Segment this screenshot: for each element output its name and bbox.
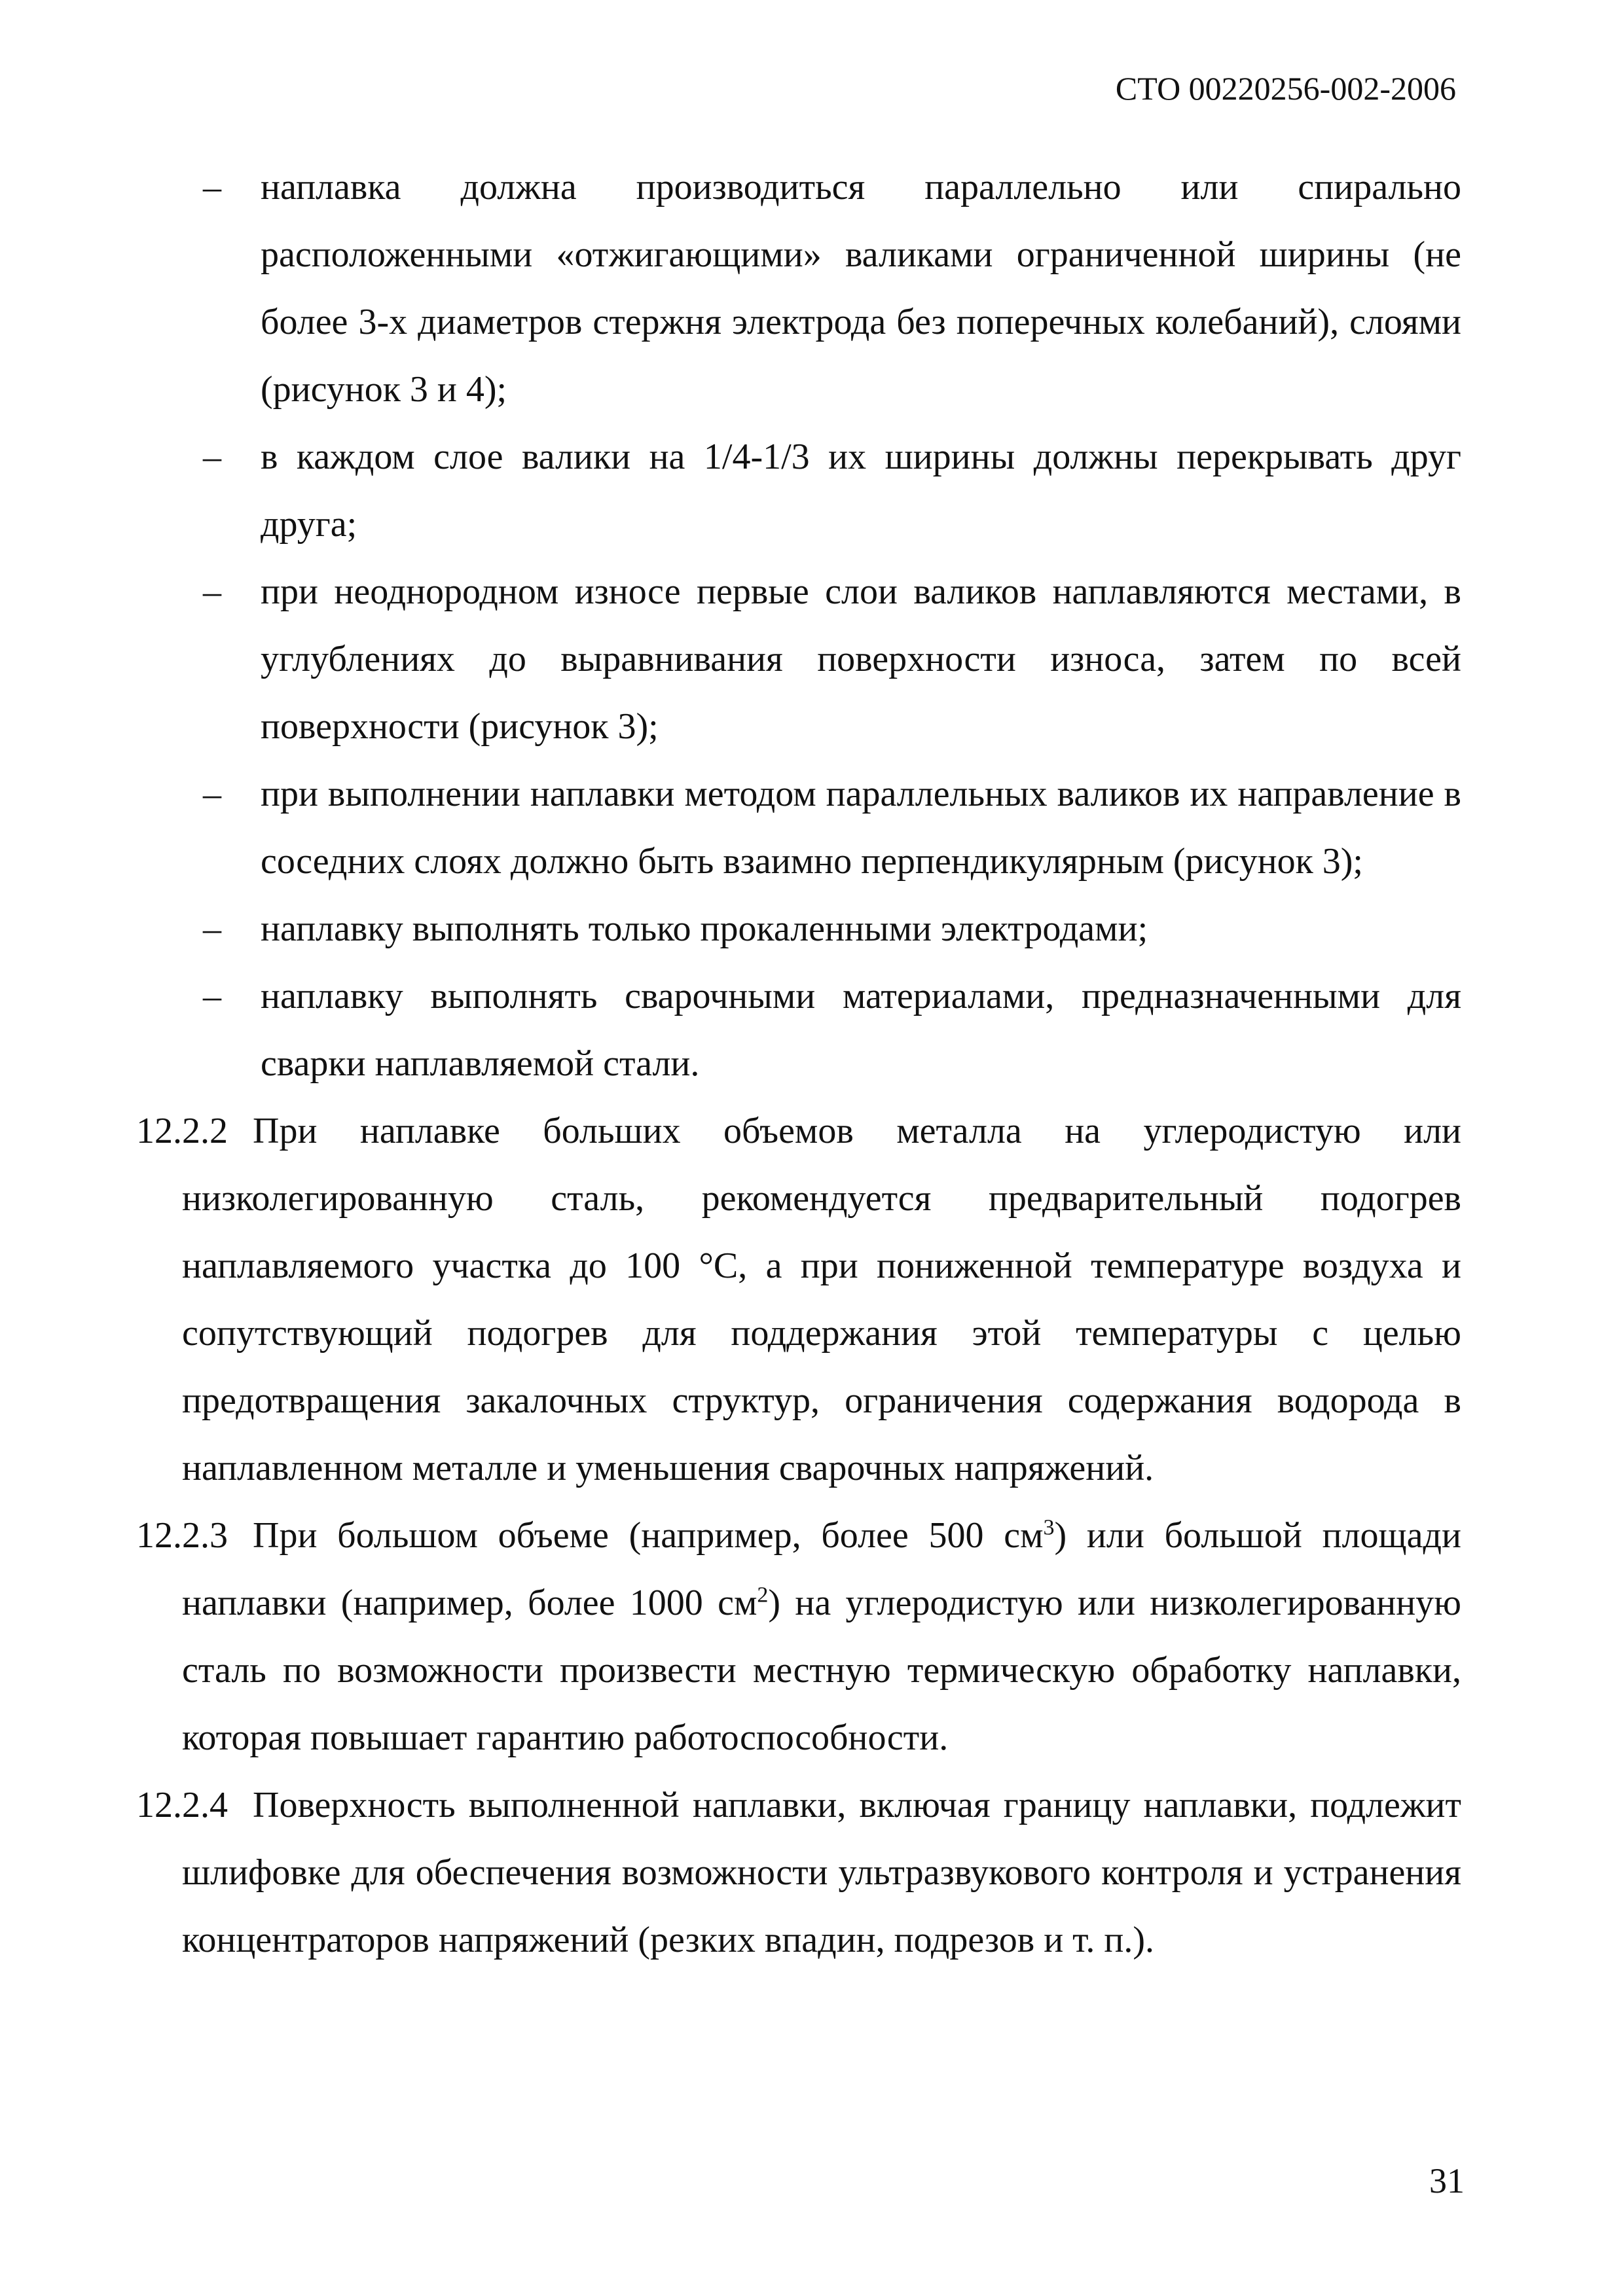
bullet-dash: –	[203, 437, 221, 477]
bullet-text: наплавку выполнять только прокаленными электродами;	[261, 908, 1148, 949]
superscript: 3	[1043, 1515, 1055, 1540]
bullet-dash: –	[203, 571, 221, 612]
list-item	[203, 895, 1461, 963]
bullet-text: при неоднородном износе первые слои валиков наплавляются местами, в углублениях до выравнивания поверхности износа, затем по всей поверхности (рисунок 3);	[261, 571, 1461, 747]
clause-text-part: ) или большой площади наплавки (например, более 1000 см	[182, 1515, 1461, 1623]
list-item	[203, 761, 1461, 895]
list-item	[203, 423, 1461, 558]
bullet-text: наплавка должна производиться параллельно или спирально расположенными «отжигающими» валиками ограниченной ширины (не более 3-х диаметров стержня электрода без поперечных колебаний), слоями (рисунок 3 и 4);	[261, 167, 1461, 410]
list-item	[203, 154, 1461, 423]
clause-12-2-3	[136, 1502, 1462, 1772]
superscript: 2	[757, 1583, 769, 1607]
document-code: СТО 00220256-002-2006	[1115, 70, 1456, 107]
clause-text: При наплавке больших объемов металла на углеродистую или низколегированную сталь, рекомендуется предварительный подогрев наплавляемого участка до 100 °С, а при пониженной температуре воздуха и сопутствующий подогрев для поддержания этой температуры с целью предотвращения закалочных структур, ограничения содержания водорода в наплавленном металле и уменьшения сварочных напряжений.	[182, 1111, 1461, 1488]
clause-number: 12.2.4	[136, 1785, 228, 1825]
clause-text-part: При большом объеме (например, более 500 см	[253, 1515, 1044, 1556]
bullet-dash: –	[203, 976, 221, 1016]
clause-text: Поверхность выполненной наплавки, включая границу наплавки, подлежит шлифовке для обеспечения возможности ультразвукового контроля и устранения концентраторов напряжений (резких впадин, подрезов и т. п.).	[182, 1785, 1461, 1960]
clause-12-2-2	[136, 1098, 1461, 1502]
list-item	[203, 963, 1461, 1098]
page-body	[0, 154, 1623, 1974]
bullet-dash: –	[203, 908, 221, 949]
clause-number: 12.2.2	[136, 1111, 228, 1151]
bullet-text: при выполнении наплавки методом параллельных валиков их направление в соседних слоях должно быть взаимно перпендикулярным (рисунок 3);	[261, 774, 1461, 882]
page-number: 31	[1429, 2161, 1465, 2200]
clause-12-2-4	[136, 1772, 1461, 1974]
bullet-text: в каждом слое валики на 1/4-1/3 их ширины должны перекрывать друг друга;	[261, 437, 1461, 545]
bullet-dash: –	[203, 167, 221, 207]
bullet-text: наплавку выполнять сварочными материалами, предназначенными для сварки наплавляемой стали.	[261, 976, 1461, 1084]
clause-number: 12.2.3	[136, 1515, 228, 1556]
list-item	[203, 558, 1461, 761]
bullet-dash: –	[203, 774, 221, 814]
clause-text-part: ) на углеродистую или низколегированную сталь по возможности произвести местную термическую обработку наплавки, которая повышает гарантию работоспособности.	[182, 1583, 1462, 1758]
